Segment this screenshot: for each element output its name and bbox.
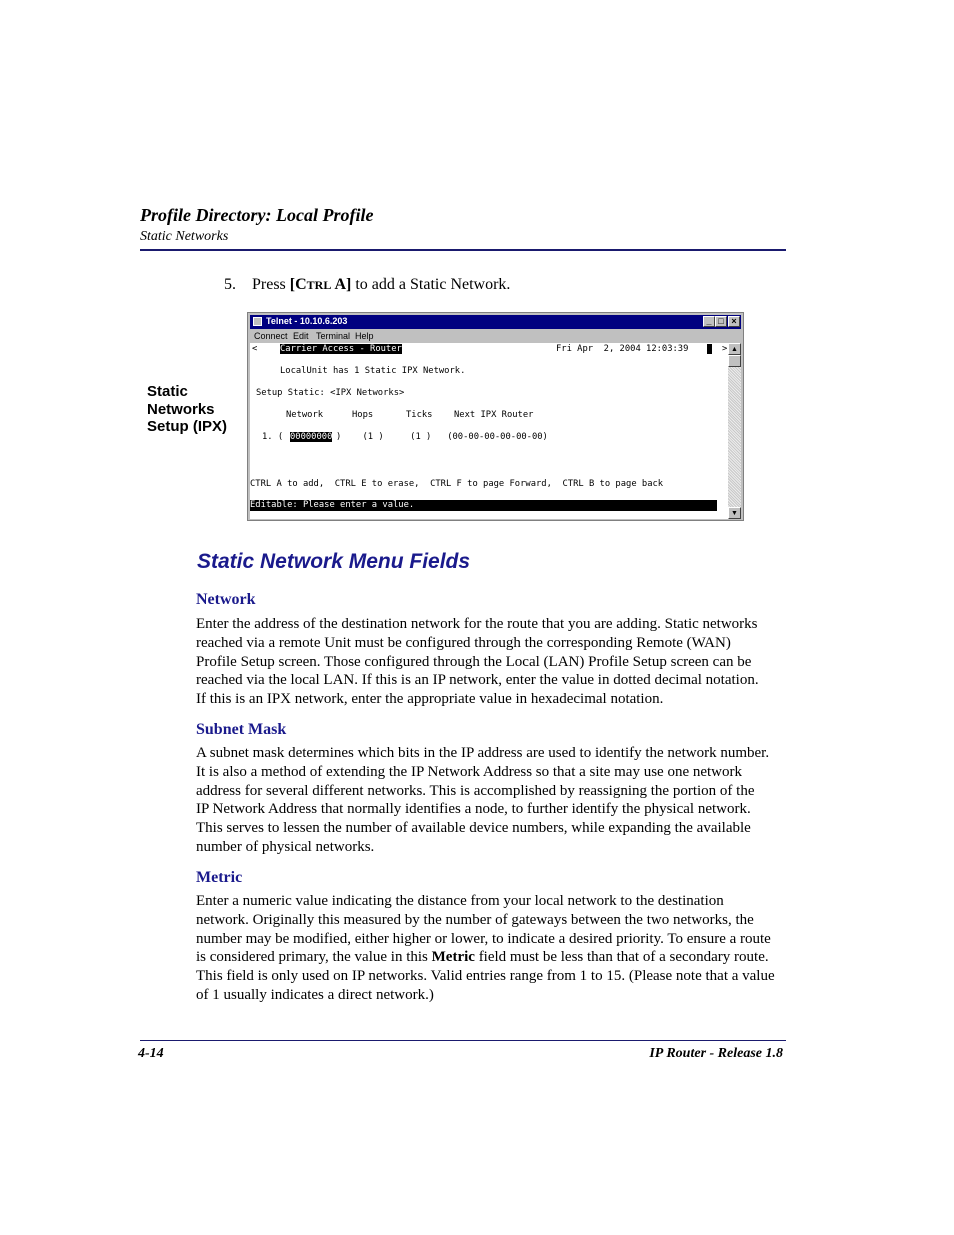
step-number: 5. (224, 276, 236, 293)
term-status-text: Editable: Please enter a value. (250, 500, 415, 510)
menu-connect[interactable]: Connect (254, 331, 288, 341)
term-cursor (707, 344, 712, 354)
term-status-line: LocalUnit has 1 Static IPX Network. (280, 366, 466, 376)
menu-help[interactable]: Help (355, 331, 374, 341)
term-help-line: CTRL A to add, CTRL E to erase, CTRL F to page Forward, CTRL B to page back (250, 479, 664, 489)
terminal-screen[interactable] (250, 343, 728, 519)
header-rule (140, 249, 786, 251)
term-network-field[interactable]: 00000000 (290, 432, 333, 442)
page-number: 4-14 (138, 1046, 164, 1061)
step-pre: Press (252, 276, 290, 293)
caption-line: Setup (IPX) (147, 418, 228, 435)
step-key: [CTRL A] (289, 276, 352, 293)
term-row-number: 1. ( (262, 432, 284, 442)
footer-rule (140, 1040, 786, 1041)
scroll-down-icon[interactable]: ▼ (728, 507, 741, 519)
field-body-network: Enter the address of the destination network for the route that you are adding. Static networks reached via a remote Unit must be configured through the corresponding Remote (WAN) Profile Setup screen. Those configured through the Local (LAN) Profile Setup screen can be reached via the local LAN. If this is an IP network, enter the value in dotted decimal notation. If this is an IPX network, enter the appropriate value in hexadecimal notation. (196, 616, 759, 708)
page-header-subtitle: Static Networks (140, 229, 229, 244)
telnet-title-bar (250, 315, 741, 329)
term-status-bar (250, 500, 717, 511)
term-col-next-router: Next IPX Router (454, 410, 534, 420)
term-setup-line: Setup Static: <IPX Networks> (256, 388, 405, 398)
maximize-icon[interactable]: □ (715, 316, 727, 327)
field-body-metric: Enter a numeric value indicating the distance from your local network to the destination network. Originally this measured by the number of gateways between the two networks, the number may be modified, either higher or lower, to indicate a desired priority. To ensure a route is considered primary, the value in this Metric field must be less than that of a secondary route. This field is only used on IP networks. Valid entries range from 1 to 15. (Please note that a value of 1 usually indicates a direct network.) (196, 893, 775, 1003)
section-title: Static Network Menu Fields (197, 550, 471, 573)
page-header-title: Profile Directory: Local Profile (140, 205, 374, 225)
scrollbar-thumb[interactable] (728, 355, 741, 367)
vertical-scrollbar[interactable] (728, 343, 741, 519)
telnet-menu-bar (250, 331, 741, 343)
term-row-values: ) (1 ) (1 ) (00-00-00-00-00-00) (336, 432, 548, 442)
term-scroll-left: < (252, 344, 258, 354)
document-title: IP Router - Release 1.8 (649, 1046, 783, 1061)
field-heading-subnet-mask: Subnet Mask (196, 721, 287, 738)
field-heading-network: Network (196, 591, 256, 608)
telnet-title: Telnet - 10.10.6.203 (266, 316, 348, 326)
term-scroll-right: > (722, 344, 728, 354)
term-col-hops: Hops (352, 410, 374, 420)
scroll-up-icon[interactable]: ▲ (728, 343, 741, 355)
menu-terminal[interactable]: Terminal (316, 331, 351, 341)
minimize-icon[interactable]: _ (703, 316, 715, 327)
menu-edit[interactable]: Edit (293, 331, 309, 341)
field-body-subnet-mask: A subnet mask determines which bits in the IP address are used to identify the network number. It is also a method of extending the IP Network Address so that a site may use one network address for several different networks. This is accomplished by reassigning the portion of the IP Network Address that normally identifies a node, to further identify the physical network. This serves to lessen the number of available device numbers, while expanding the available number of physical networks. (196, 745, 770, 855)
term-banner: Carrier Access - Router (280, 344, 402, 354)
figure-caption (147, 383, 243, 436)
term-col-network: Network (286, 410, 324, 420)
term-datetime: Fri Apr 2, 2004 12:03:39 (556, 344, 689, 354)
term-col-ticks: Ticks (406, 410, 433, 420)
caption-line: Static (147, 383, 188, 400)
telnet-app-icon (253, 317, 262, 326)
close-icon[interactable]: × (728, 316, 740, 327)
step-instruction (224, 276, 510, 294)
caption-line: Networks (147, 400, 215, 418)
step-post: to add a Static Network. (351, 276, 511, 293)
telnet-window (247, 312, 744, 521)
field-heading-metric: Metric (196, 869, 243, 886)
